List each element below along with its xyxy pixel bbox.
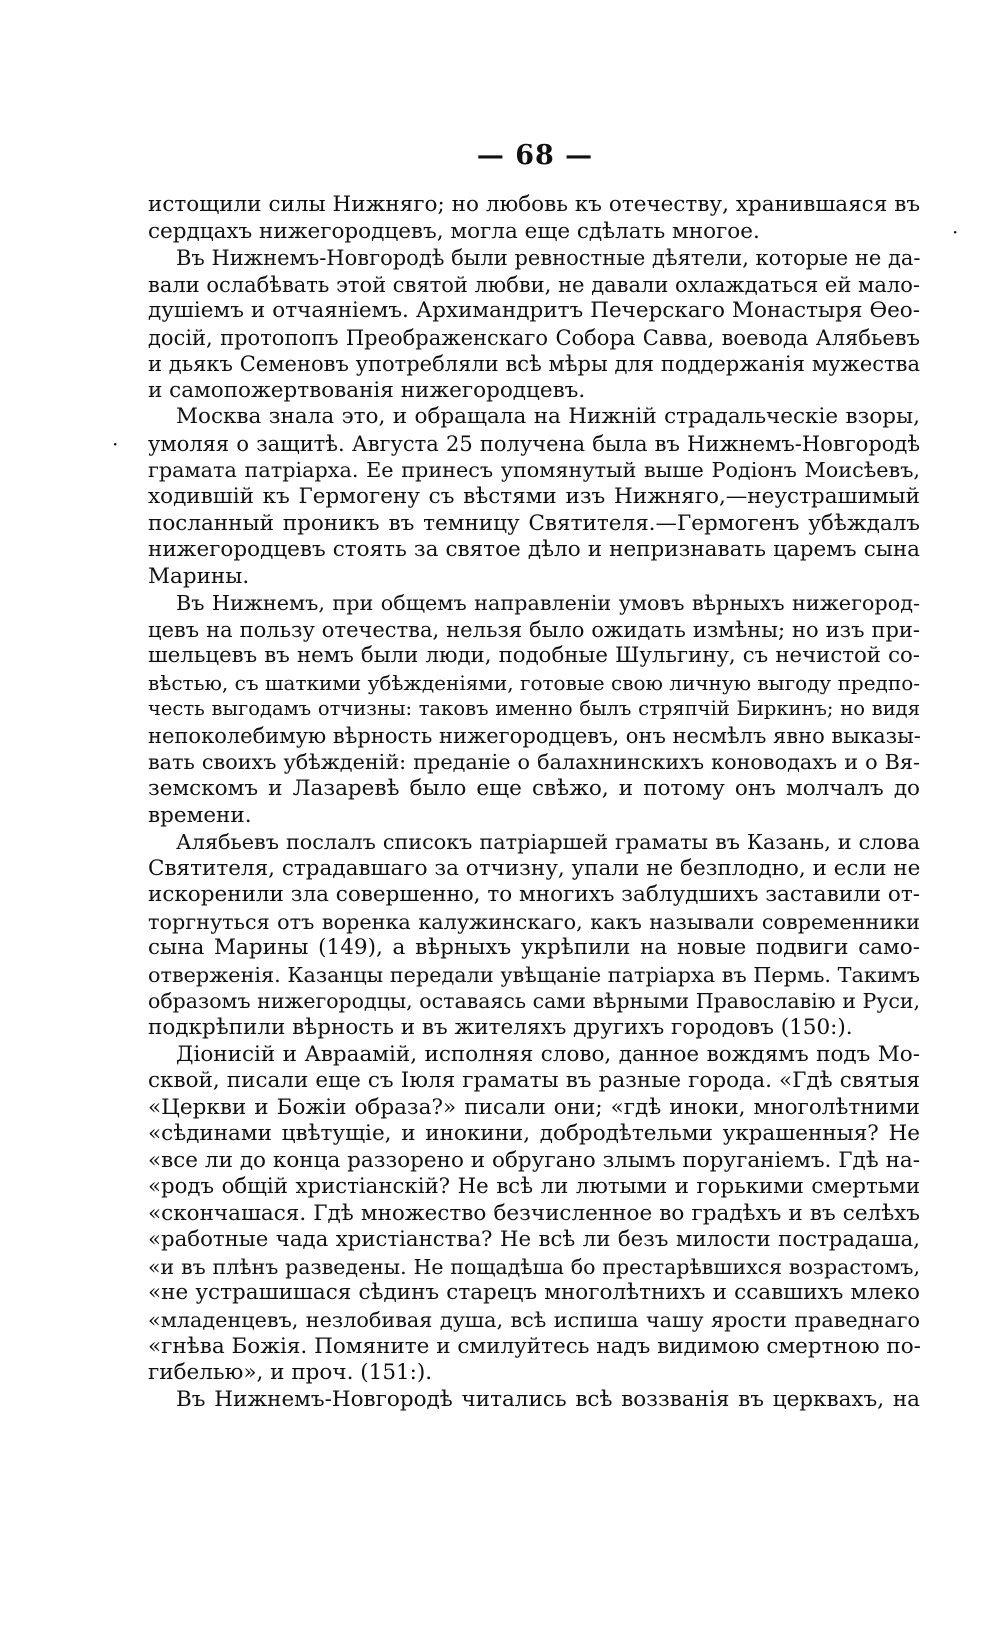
text-line: вѣстью, съ шаткими убѣжденіями, готовые свою личную выгоду предпо-: [148, 670, 920, 695]
text-line: сына Марины (149), а вѣрныхъ укрѣпили на новые подвиги само-: [148, 935, 920, 961]
text-line: Діонисій и Авраамій, исполняя слово, данное вождямъ подъ Мо-: [176, 1041, 920, 1067]
text-line: душіемъ и отчаяніемъ. Архимандритъ Печерскаго Монастыря Ѳео-: [148, 298, 920, 324]
paragraph: [148, 1042, 920, 1387]
text-line: Марины.: [148, 563, 250, 589]
text-line: «все ли до конца раззорено и обругано злымъ поруганіемъ. Гдѣ на-: [148, 1147, 920, 1173]
text-line: сердцахъ нижегородцевъ, могла еще сдѣлать многое.: [148, 218, 760, 244]
text-line: «сѣдинами цвѣтущіе, и инокини, добродѣтельми украшенныя? Не: [148, 1121, 920, 1147]
text-line: Москва знала это, и обращала на Нижній страдальческіе взоры,: [176, 404, 920, 430]
text-line: «Церкви и Божіи образа?» писали они; «гдѣ иноки, многолѣтними: [148, 1094, 920, 1120]
text-line: Святителя, страдавшаго за отчизну, упали не безплодно, и если не: [148, 855, 921, 881]
text-line: «и въ плѣнъ разведены. Не пощадѣша бо престарѣвшихся возрастомъ,: [148, 1254, 920, 1279]
text-line: сквой, писали еще съ Іюля граматы въ разные города. «Гдѣ святыя: [148, 1068, 920, 1094]
text-line: досій, протопопъ Преображенскаго Собора Савва, воевода Алябьевъ: [148, 325, 920, 350]
text-line: Алябьевъ послалъ списокъ патріаршей граматы въ Казань, и слова: [176, 830, 920, 855]
margin-dot-right: ·: [952, 220, 959, 244]
text-line: нижегородцевъ стоять за святое дѣло и непризнавать царемъ сына: [148, 537, 920, 563]
text-line: торгнуться отъ воренка калужинскаго, какъ называли современники: [148, 909, 920, 934]
text-line: отверженія. Казанцы передали увѣщаніе патріарха въ Пермь. Такимъ: [148, 962, 920, 987]
text-line: грамата патріарха. Ее принесъ упомянутый выше Родіонъ Моисѣевъ,: [148, 458, 920, 483]
text-line: ходившій къ Гермогену съ вѣстями изъ Нижняго,—неустрашимый: [148, 484, 920, 510]
text-line: подкрѣпили вѣрность и въ жителяхъ другихъ городовъ (150:).: [148, 1014, 853, 1040]
text-line: Въ Нижнемъ-Новгородѣ читались всѣ воззванія въ церквахъ, на: [176, 1386, 920, 1412]
text-line: истощили силы Нижняго; но любовь къ отечеству, хранившаяся въ: [148, 192, 920, 217]
text-line: «скончашася. Гдѣ множество безчисленное во градѣхъ и въ селѣхъ: [148, 1200, 920, 1226]
text-line: и самопожертвованія нижегородцевъ.: [148, 377, 586, 403]
text-line: времени.: [148, 802, 252, 828]
paragraph: [148, 404, 920, 590]
text-line: и дьякъ Семеновъ употребляли всѣ мѣры для поддержанія мужества: [148, 352, 920, 377]
paragraph: [148, 829, 920, 1041]
text-line: цевъ на пользу отечества, нельзя было ожидать измѣны; но изъ при-: [148, 617, 920, 642]
text-line: «не устрашишася сѣдинъ старецъ многолѣтнихъ и ссавшихъ млеко: [148, 1280, 920, 1306]
text-line: «работные чада христіанства? Не всѣ ли безъ милости пострадаша,: [148, 1227, 920, 1253]
text-line: гибелью», и проч. (151:).: [148, 1360, 433, 1386]
text-line: непоколебимую вѣрность нижегородцевъ, онъ несмѣлъ явно выказы-: [148, 723, 921, 748]
text-line: Въ Нижнемъ-Новгородѣ были ревностные дѣятели, которые не да-: [176, 246, 921, 271]
paragraph: [148, 245, 920, 404]
text-line: «родъ общій христіанскій? Не всѣ ли лютыми и горькими смертьми: [148, 1174, 920, 1200]
text-line: земскомъ и Лазаревѣ было еще свѣжо, и потому онъ молчалъ до: [148, 776, 920, 802]
paragraph: [148, 590, 920, 829]
text-line: вали ослабѣвать этой святой любви, не давали охлаждаться ей мало-: [148, 272, 920, 297]
page-number: — 68 —: [476, 140, 594, 171]
text-line: посланный проникъ въ темницу Святителя.—Гермогенъ убѣждалъ: [148, 510, 920, 536]
text-line: Въ Нижнемъ, при общемъ направленіи умовъ вѣрныхъ нижегород-: [176, 591, 920, 616]
paragraph: [148, 192, 920, 245]
text-line: умоляя о защитѣ. Августа 25 получена была въ Нижнемъ-Новгородѣ: [148, 431, 920, 456]
margin-dot-left: ·: [112, 432, 119, 456]
text-line: «гнѣва Божія. Помяните и смилуйтесь надъ видимою смертною по-: [148, 1333, 921, 1359]
page-text: [148, 192, 920, 1413]
text-line: искоренили зла совершенно, то многихъ заблудшихъ заставили от-: [148, 882, 920, 908]
text-line: «младенцевъ, незлобивая душа, всѣ испиша чашу ярости праведнаго: [148, 1307, 920, 1332]
paragraph: [148, 1387, 920, 1414]
text-line: образомъ нижегородцы, оставаясь сами вѣрными Православію и Руси,: [148, 989, 920, 1014]
text-line: вать своихъ убѣжденій: преданіе о балахнинскихъ коноводахъ и о Вя-: [148, 750, 920, 775]
text-line: честь выгодамъ отчизны: таковъ именно былъ стряпчій Биркинъ; но видя: [148, 697, 920, 721]
text-line: шельцевъ въ немъ были люди, подобные Шульгину, съ нечистой со-: [148, 643, 920, 669]
